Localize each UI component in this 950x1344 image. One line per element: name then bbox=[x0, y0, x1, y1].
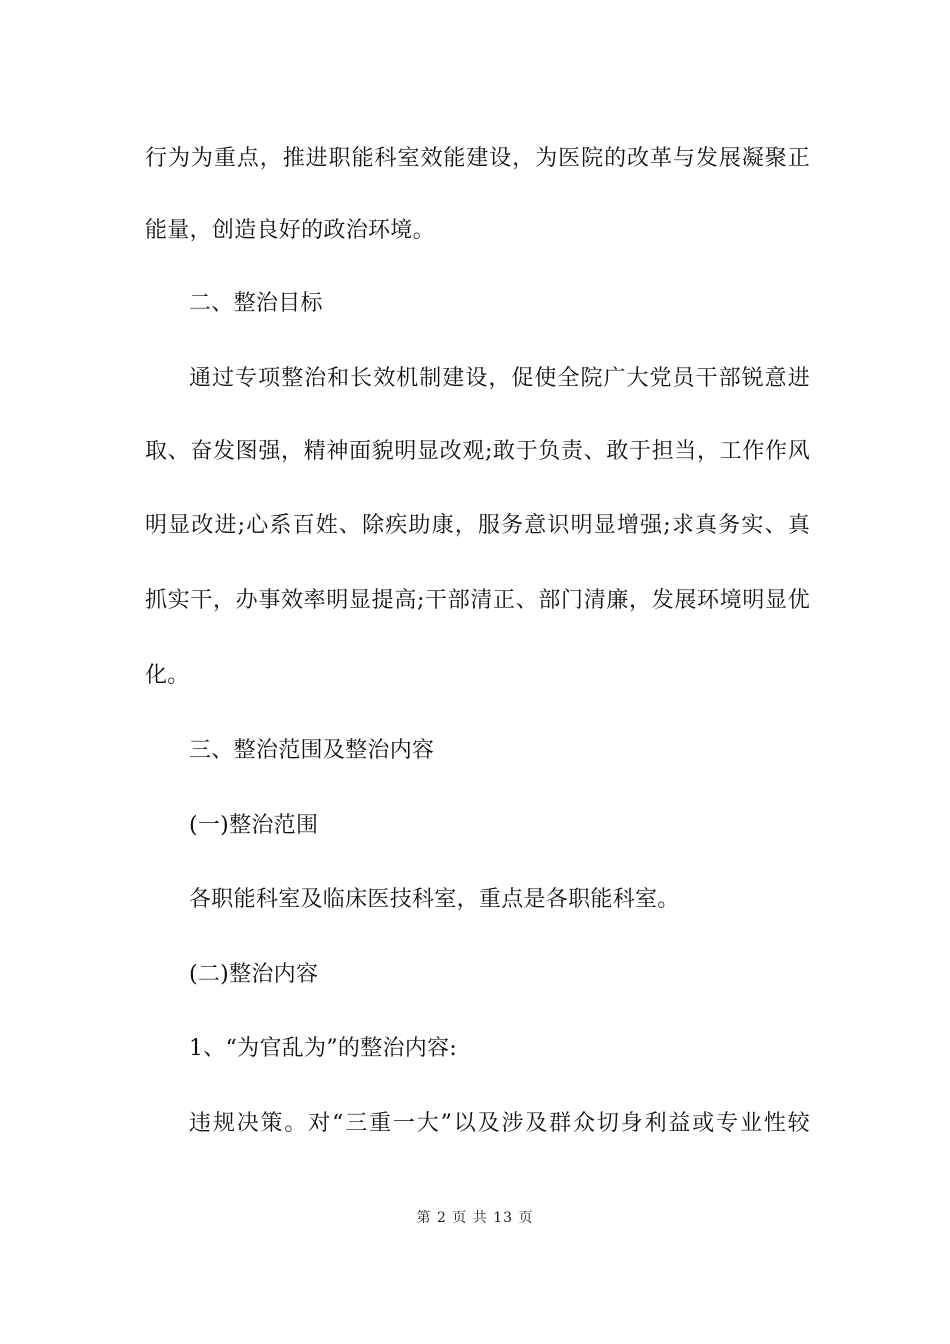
paragraph-line-1: 行为为重点，推进职能科室效能建设，为医院的改革与发展凝聚正 bbox=[145, 146, 810, 171]
subheading-scope: (一)整治范围 bbox=[189, 813, 319, 838]
section-heading-goals: 二、整治目标 bbox=[189, 291, 323, 316]
page-number-footer: 第 2 页 共 13 页 bbox=[416, 1210, 534, 1226]
content-item-1-heading: 1、“为官乱为”的整治内容: bbox=[189, 1036, 458, 1061]
paragraph-line-2: 能量，创造良好的政治环境。 bbox=[145, 218, 435, 243]
paragraph-line-8: 违规决策。对“三重一大”以及涉及群众切身利益或专业性较 bbox=[189, 1111, 810, 1136]
paragraph-line-4: 取、奋发图强，精神面貌明显改观;敢于负责、敢于担当，工作作风 bbox=[145, 439, 810, 464]
section-heading-scope-content: 三、整治范围及整治内容 bbox=[189, 738, 435, 763]
paragraph-line-5: 明显改进;心系百姓、除疾助康，服务意识明显增强;求真务实、真 bbox=[145, 513, 810, 538]
subheading-content: (二)整治内容 bbox=[189, 962, 319, 987]
paragraph-line-3: 通过专项整治和长效机制建设，促使全院广大党员干部锐意进 bbox=[189, 366, 810, 391]
paragraph-line-6: 抓实干，办事效率明显提高;干部清正、部门清廉，发展环境明显优 bbox=[145, 588, 810, 613]
scope-text: 各职能科室及临床医技科室，重点是各职能科室。 bbox=[189, 887, 680, 912]
paragraph-line-7: 化。 bbox=[145, 663, 190, 688]
